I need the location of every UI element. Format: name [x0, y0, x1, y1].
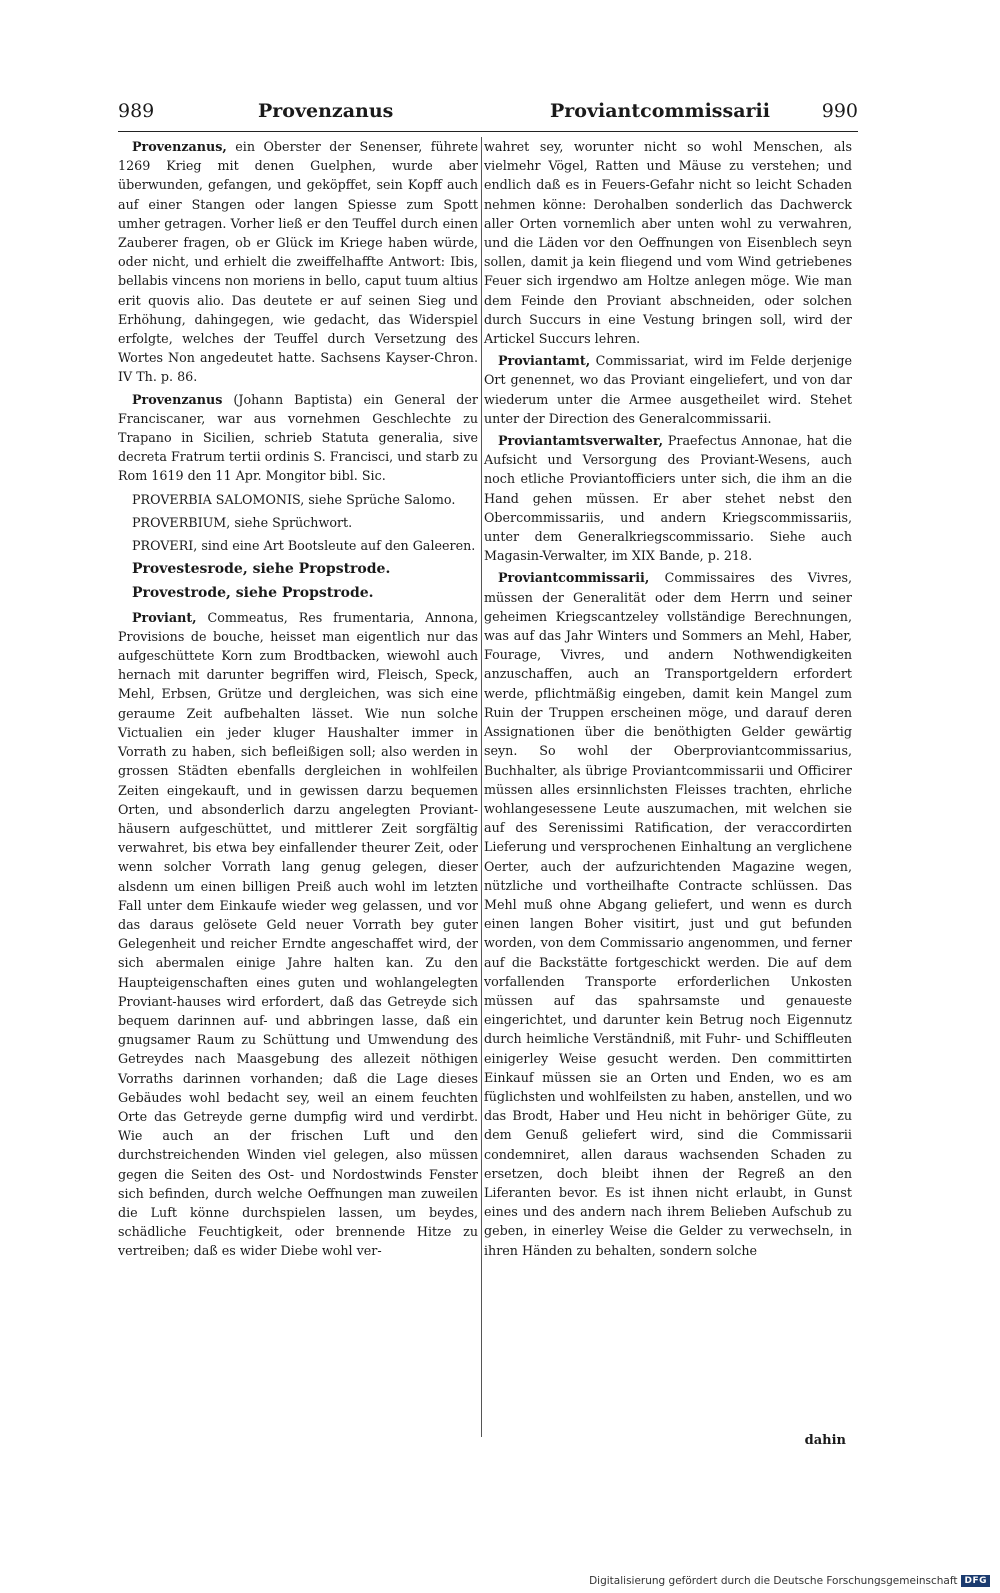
entry-proviantcommissarii: Proviantcommissarii, Commissaires des Vivres, müssen der Generalität oder dem Herrn und seiner geheimen Kriegscantzeley vollständige Berechnungen, was auf das Jahr Winters und Sommers an Mehl, Haber, Fourage, Vivres, und andern Nothwendigkeiten anzuschaffen, auch an Transportgeldern erfordert werde, pflichtmäßig eingeben, damit kein Mangel zum Ruin der Truppen erscheinen möge, und darauf deren Assignationen über die benöthigten Gelder gewärtig seyn. So wohl der Oberproviantcommissarius, Buchhalter, als übrige Proviantcommissarii und Officirer müssen alles ersinnlichsten Fleisses trachten, ehrliche wohlangesessene Leute auszumachen, mit welchen sie auf des Serenissimi Ratification, der veraccordirten Lieferung und versprochenen Einhaltung an verglichene Oerter, auch der aufzurichtenden Magazine wegen, nützliche und vortheilhafte Contracte schlüssen. Das Mehl muß ohne Abgang geliefert, und wenn es durch einen langen Boher visitirt, just und gut befunden worden, von dem Commissario angenommen, und ferner auf die Backstätte fortgeschickt werden. Die auf dem vorfallenden Transporte erforderlichen Unkosten müssen auf das spahrsamste und genaueste eingerichtet, und darunter kein Betrug noch Eigennutz durch heimliche Verständniß, mit Fuhr- und Schiffleuten einigerley Weise gesucht werden. Den committirten Einkauf müssen sie an Orten und Enden, wo es am füglichsten und wohlfeilsten zu haben, anstellen, und wo das Brodt, Haber und Heu nicht in behöriger Güte, zu dem Genuß geliefert wird, sind die Commissarii condemniret, allen daraus wachsenden Schaden zu ersetzen, doch bleibt ihnen der Regreß an den Liferanten bevor. Es ist ihnen nicht erlaubt, in Gunst eines und des andern nach ihrem Belieben Aufschub zu geben, in einerley Weise die Gelder zu verwechseln, in ihren Händen zu behalten, sondern solche — [484, 570, 852, 1258]
entry-proveri: PROVERI, sind eine Art Bootsleute auf den Galeeren. — [132, 538, 476, 554]
entry-proverbium: PROVERBIUM, siehe Sprüchwort. — [132, 514, 353, 530]
entry-provenzanus: Provenzanus, ein Oberster der Senenser, führete 1269 Krieg mit denen Guelphen, wurde aber überwunden, gefangen, und geköpffet, sein Kopff auch auf einer Stangen oder langen Spiesse zum Spott umher getragen. Vorher ließ er den Teuffel durch einen Zauberer fragen, ob er Glück im Kriege haben würde, oder nicht, und erhielt die zweiffelhaffte Antwort: Ibis, bellabis vincens non moriens in bello, caput tuum altius erit quovis alio. Das deutete er auf seinen Sieg und Erhöhung, dahingegen, wie gedacht, das Widerspiel erfolgte, welches der Teuffel durch Versetzung des Wortes Non angedeutet hatte. Sachsens Kayser-Chron. IV Th. p. 86. — [118, 139, 478, 385]
funding-credit: Digitalisierung gefördert durch die Deutsche Forschungsgemeinschaft — [589, 1575, 958, 1587]
entry-proverbia-salomonis: PROVERBIA SALOMONIS, siehe Sprüche Salomo. — [132, 491, 456, 507]
header-keyword-left: Provenzanus — [258, 100, 394, 122]
entry-proviant: Proviant, Commeatus, Res frumentaria, Annona, Provisions de bouche, heisset man eigentlich nur das aufgeschüttete Korn zum Brodtbacken, wiewohl auch hernach mit darunter begriffen wird, Fleisch, Speck, Mehl, Erbsen, Grütze und dergleichen, was sich eine geraume Zeit aufbehalten lässet. Wie nun solche Victualien ein jeder kluger Haushalter immer in Vorrath zu haben, sich befleißigen soll; also werden in grossen Städten ebenfalls dergleichen in wohlfeilen Zeiten eingekauft, und in gewissen darzu bequemen Orten, und absonderlich darzu angelegten Proviant-häusern aufgeschüttet, und mittlerer Zeit sorgfältig verwahret, bis etwa bey einfallender theurer Zeit, oder wenn solcher Vorrath lang genug gelegen, dieser alsdenn um einen billigen Preiß auch wohl im letzten Fall unter dem Einkaufe wieder weg gelassen, und vor das daraus gelösete Geld neuer Vorrath bey guter Gelegenheit und reicher Erndte angeschaffet wird, der sich abermalen einige Jahre halten kan. Zu den Haupteigenschaften eines guten und wohlangelegten Proviant-hauses wird erfordert, daß das Getreyde sich bequem darinnen auf- und abbringen lasse, daß ein gnugsamer Raum zu Schüttung und Umwendung des Getreydes nach Maasgebung des allezeit nöthigen Vorraths darinnen vorhanden; daß die Lage dieses Gebäudes wohl bedacht sey, weil an einem feuchten Orte das Getreyde gerne dumpfig wird und verdirbt. Wie auch an der frischen Luft und den durchstreichenden Winden viel gelegen, also müssen gegen die Seiten des Ost- und Nordostwinds Fenster sich befinden, durch welche Oeffnungen man zuweilen die Luft könne durchspielen lassen, um beydes, schädliche Feuchtigkeit, oder brennende Hitze zu vertreiben; daß es wider Diebe wohl ver- — [118, 609, 478, 1259]
right-column — [484, 137, 852, 1263]
entry-provestesrode: Provestesrode, siehe Propstrode. — [132, 561, 391, 578]
footer-credit — [589, 1575, 990, 1587]
dfg-logo: DFG — [961, 1575, 990, 1587]
entry-proviant-continued: wahret sey, worunter nicht so wohl Menschen, als vielmehr Vögel, Ratten und Mäuse zu verstehen; und endlich daß es in Feuers-Gefahr nicht so leicht Schaden nehmen könne: Derohalben sonderlich das Dachwerck aller Orten vornemlich aber unten wohl zu verwahren, und die Läden vor den Oeffnungen von Eisenblech seyn sollen, damit ja kein fliegend und vom Wind getriebenes Feuer sich irgendwo am Holtze anlegen möge. Wie man dem Feinde den Proviant abschneiden, oder solchen durch Succurs in eine Vestung bringen soll, wird der Artickel Succurs lehren. — [484, 139, 852, 347]
running-header — [118, 100, 858, 136]
entry-proviantamt: Proviantamt, Commissariat, wird im Felde derjenige Ort genennet, wo das Proviant eingeliefert, und von dar wiederum unter die Armee ausgetheilet wird. Stehet unter der Direction des Generalcommissarii. — [484, 353, 852, 426]
left-column — [118, 137, 478, 1264]
catchword: dahin — [804, 1433, 846, 1448]
entry-provenzanus-johann: Provenzanus (Johann Baptista) ein General der Franciscaner, war aus vornehmen Geschlechte zu Trapano in Sicilien, schrieb Statuta generalia, sive decreta Fratrum tertii ordinis S. Francisci, und starb zu Rom 1619 den 11 Apr. Mongitor bibl. Sic. — [118, 391, 478, 484]
page-number-left: 989 — [118, 100, 155, 122]
entry-provestrode: Provestrode, siehe Propstrode. — [132, 585, 374, 602]
column-divider — [481, 137, 482, 1437]
page-number-right: 990 — [821, 100, 858, 122]
header-keyword-right: Proviantcommissarii — [550, 100, 770, 122]
header-rule — [118, 131, 858, 132]
entry-proviantamtsverwalter: Proviantamtsverwalter, Praefectus Annonae, hat die Aufsicht und Versorgung des Proviant-Wesens, auch noch etliche Proviantofficiers unter sich, die ihm an die Hand gehen müssen. Er aber stehet nebst den Obercommissariis, und andern Kriegscommissariis, unter dem Generalkriegscommissario. Siehe auch Magasin-Verwalter, im XIX Bande, p. 218. — [484, 433, 852, 564]
